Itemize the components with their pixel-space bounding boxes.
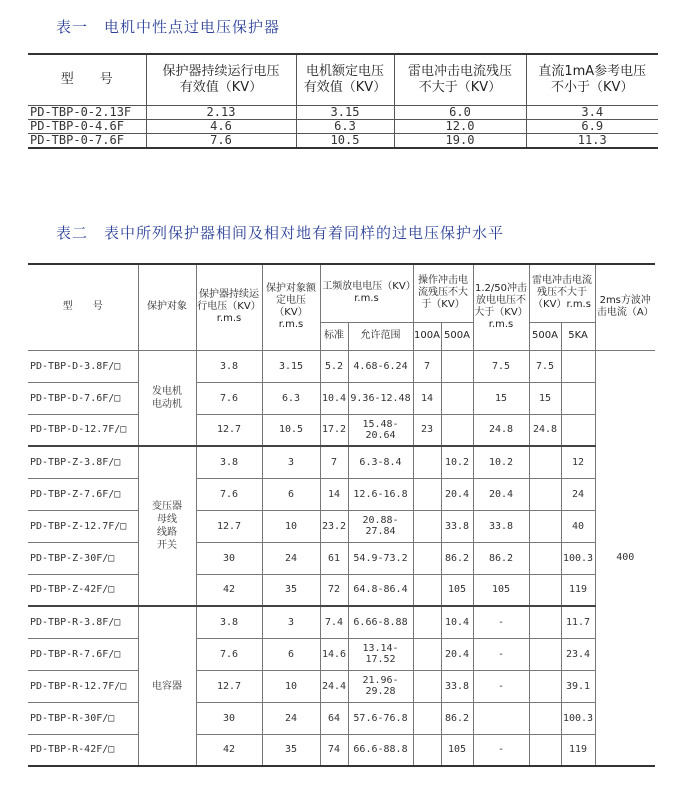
t2-cell-sw-500a: 20.4: [441, 638, 473, 670]
t2-cell-1250-impulse: 86.2: [473, 542, 529, 574]
t2-cell-rated-voltage: 10: [262, 670, 320, 702]
t2-cell-lt-5ka: 23.4: [561, 638, 595, 670]
t2-cell-lt-500a: [529, 606, 561, 638]
t2-cell-sw-500a: [441, 350, 473, 382]
t2-cell-model: PD-TBP-Z-42F/□: [28, 574, 138, 606]
t1-header-cont-voltage: 保护器持续运行电压 有效值（KV）: [146, 54, 296, 106]
t2-header-2ms: 2ms方波冲击电流（A）: [595, 264, 655, 350]
t1-cell-lightning-residual: 19.0: [394, 134, 526, 149]
t2-cell-sw-100a: [413, 670, 441, 702]
t2-cell-rated-voltage: 3.15: [262, 350, 320, 382]
table1: [28, 53, 658, 149]
t2-cell-sw-500a: [441, 382, 473, 414]
t2-cell-cont-voltage: 30: [196, 542, 262, 574]
t2-cell-pf-standard: 72: [320, 574, 348, 606]
t2-cell-pf-range: 13.14- 17.52: [348, 638, 413, 670]
t2-cell-pf-range: 54.9-73.2: [348, 542, 413, 574]
table2: [28, 263, 655, 767]
t2-cell-lt-5ka: 119: [561, 734, 595, 766]
t2-cell-rated-voltage: 35: [262, 734, 320, 766]
t2-cell-sw-100a: 23: [413, 414, 441, 446]
t2-cell-cont-voltage: 12.7: [196, 414, 262, 446]
t2-cell-1250-impulse: [473, 702, 529, 734]
t2-header-lt-500a: 500A: [529, 322, 561, 350]
t2-cell-pf-standard: 7.4: [320, 606, 348, 638]
t2-cell-rated-voltage: 10: [262, 510, 320, 542]
table-row: [28, 638, 655, 670]
t2-cell-1250-impulse: 20.4: [473, 478, 529, 510]
t2-cell-pf-range: 9.36-12.48: [348, 382, 413, 414]
t2-cell-sw-100a: [413, 606, 441, 638]
t2-cell-lt-500a: [529, 670, 561, 702]
t2-cell-pf-range: 64.8-86.4: [348, 574, 413, 606]
t2-cell-model: PD-TBP-R-12.7F/□: [28, 670, 138, 702]
t2-header-lightning: 雷电冲击电流残压不大于（KV）r.m.s: [529, 264, 595, 322]
t2-cell-1250-impulse: 24.8: [473, 414, 529, 446]
t2-cell-1250-impulse: -: [473, 734, 529, 766]
t2-cell-pf-range: 4.68-6.24: [348, 350, 413, 382]
t2-cell-sw-500a: [441, 414, 473, 446]
t2-cell-sw-500a: 86.2: [441, 542, 473, 574]
t2-cell-1250-impulse: -: [473, 606, 529, 638]
t2-cell-model: PD-TBP-D-12.7F/□: [28, 414, 138, 446]
t2-cell-lt-5ka: 11.7: [561, 606, 595, 638]
table-row: [28, 382, 655, 414]
t2-cell-pf-standard: 10.4: [320, 382, 348, 414]
t2-cell-sw-100a: 7: [413, 350, 441, 382]
t2-cell-model: PD-TBP-Z-30F/□: [28, 542, 138, 574]
t2-cell-pf-range: 6.3-8.4: [348, 446, 413, 478]
t2-cell-model: PD-TBP-R-3.8F/□: [28, 606, 138, 638]
t2-cell-cont-voltage: 12.7: [196, 510, 262, 542]
t2-cell-rated-voltage: 3: [262, 606, 320, 638]
t2-cell-pf-standard: 5.2: [320, 350, 348, 382]
table-row: [28, 606, 655, 638]
t2-cell-pf-standard: 64: [320, 702, 348, 734]
t2-header-rated-voltage: 保护对象额定电压（KV）r.m.s: [262, 264, 320, 350]
t1-cell-cont-voltage: 7.6: [146, 134, 296, 149]
table-row: [28, 510, 655, 542]
t2-cell-1250-impulse: 7.5: [473, 350, 529, 382]
t1-header-dc-ref: 直流1mA参考电压 不小于（KV）: [526, 54, 658, 106]
t2-cell-pf-range: 12.6-16.8: [348, 478, 413, 510]
t2-cell-lt-5ka: [561, 382, 595, 414]
t2-cell-lt-5ka: [561, 414, 595, 446]
table-row: [28, 120, 658, 134]
table-row: [28, 670, 655, 702]
t2-cell-lt-5ka: 40: [561, 510, 595, 542]
t2-cell-pf-range: 20.88- 27.84: [348, 510, 413, 542]
t2-cell-sw-500a: 105: [441, 734, 473, 766]
t2-cell-model: PD-TBP-R-42F/□: [28, 734, 138, 766]
t2-cell-lt-5ka: 100.3: [561, 542, 595, 574]
t2-cell-cont-voltage: 7.6: [196, 478, 262, 510]
t2-cell-cont-voltage: 42: [196, 734, 262, 766]
t2-cell-lt-5ka: [561, 350, 595, 382]
t2-cell-rated-voltage: 24: [262, 542, 320, 574]
t2-cell-pf-standard: 14.6: [320, 638, 348, 670]
t2-cell-rated-voltage: 24: [262, 702, 320, 734]
t2-cell-lt-500a: [529, 734, 561, 766]
t2-header-1250-impulse: 1.2/50冲击放电电压不大于（KV）r.m.s: [473, 264, 529, 350]
t2-cell-pf-standard: 74: [320, 734, 348, 766]
t2-header-pf-discharge: 工频放电电压（KV）r.m.s: [320, 264, 413, 322]
t1-cell-cont-voltage: 2.13: [146, 106, 296, 120]
t2-cell-cont-voltage: 42: [196, 574, 262, 606]
t2-cell-pf-range: 6.66-8.88: [348, 606, 413, 638]
t2-cell-sw-100a: 14: [413, 382, 441, 414]
t2-cell-rated-voltage: 3: [262, 446, 320, 478]
t2-cell-cont-voltage: 7.6: [196, 638, 262, 670]
t2-cell-pf-standard: 17.2: [320, 414, 348, 446]
t2-cell-sw-500a: 10.2: [441, 446, 473, 478]
t2-header-pf-standard: 标准: [320, 322, 348, 350]
t2-cell-lt-5ka: 39.1: [561, 670, 595, 702]
t1-cell-lightning-residual: 12.0: [394, 120, 526, 134]
t2-cell-pf-standard: 24.4: [320, 670, 348, 702]
t1-cell-dc-ref: 3.4: [526, 106, 658, 120]
t1-cell-model: PD-TBP-0-4.6F: [28, 120, 146, 134]
table1-caption: 表一 电机中性点过电压保护器: [56, 18, 281, 36]
t2-cell-lt-500a: 15: [529, 382, 561, 414]
t2-cell-pf-range: 21.96- 29.28: [348, 670, 413, 702]
t2-cell-sw-500a: 20.4: [441, 478, 473, 510]
t2-cell-1250-impulse: -: [473, 638, 529, 670]
t2-cell-lt-500a: [529, 574, 561, 606]
table-row: [28, 542, 655, 574]
t2-cell-model: PD-TBP-Z-7.6F/□: [28, 478, 138, 510]
table-row: [28, 350, 655, 382]
table1-header-row: [28, 54, 658, 106]
t2-cell-pf-standard: 23.2: [320, 510, 348, 542]
table-row: [28, 734, 655, 766]
t2-cell-model: PD-TBP-Z-3.8F/□: [28, 446, 138, 478]
t1-cell-rated-voltage: 3.15: [296, 106, 394, 120]
table2-header-row-1: [28, 264, 655, 322]
t2-cell-model: PD-TBP-Z-12.7F/□: [28, 510, 138, 542]
t2-cell-lt-500a: [529, 702, 561, 734]
t2-header-object: 保护对象: [138, 264, 196, 350]
t2-header-pf-range: 允许范围: [348, 322, 413, 350]
t2-cell-model: PD-TBP-R-30F/□: [28, 702, 138, 734]
t1-cell-rated-voltage: 6.3: [296, 120, 394, 134]
table-row: [28, 106, 658, 120]
t2-cell-cont-voltage: 30: [196, 702, 262, 734]
t1-cell-cont-voltage: 4.6: [146, 120, 296, 134]
t2-cell-sw-100a: [413, 574, 441, 606]
t2-cell-1250-impulse: -: [473, 670, 529, 702]
t2-cell-rated-voltage: 6: [262, 478, 320, 510]
t2-cell-cont-voltage: 7.6: [196, 382, 262, 414]
table-row: [28, 446, 655, 478]
t2-cell-sw-100a: [413, 510, 441, 542]
t2-cell-sw-100a: [413, 638, 441, 670]
t1-header-rated-voltage: 电机额定电压 有效值（KV）: [296, 54, 394, 106]
t2-cell-lt-5ka: 100.3: [561, 702, 595, 734]
t2-cell-lt-500a: [529, 638, 561, 670]
t2-cell-lt-500a: [529, 478, 561, 510]
t2-header-model: 型 号: [28, 264, 138, 350]
t2-cell-sw-500a: 33.8: [441, 510, 473, 542]
t2-cell-cont-voltage: 12.7: [196, 670, 262, 702]
t2-cell-lt-5ka: 24: [561, 478, 595, 510]
t1-cell-dc-ref: 6.9: [526, 120, 658, 134]
t2-cell-pf-range: 66.6-88.8: [348, 734, 413, 766]
table-row: [28, 702, 655, 734]
t2-cell-object: 发电机 电动机: [138, 350, 196, 446]
t1-cell-rated-voltage: 10.5: [296, 134, 394, 149]
table-row: [28, 574, 655, 606]
t2-cell-model: PD-TBP-D-7.6F/□: [28, 382, 138, 414]
t2-cell-sw-100a: [413, 478, 441, 510]
t2-cell-cont-voltage: 3.8: [196, 606, 262, 638]
t2-cell-sw-500a: 105: [441, 574, 473, 606]
t2-cell-1250-impulse: 105: [473, 574, 529, 606]
t1-header-model: 型 号: [28, 54, 146, 106]
table2-caption: 表二 表中所列保护器相间及相对地有着同样的过电压保护水平: [56, 224, 505, 242]
table-row: [28, 134, 658, 149]
t1-cell-model: PD-TBP-0-2.13F: [28, 106, 146, 120]
t2-cell-sw-500a: 10.4: [441, 606, 473, 638]
t2-cell-pf-standard: 61: [320, 542, 348, 574]
t2-cell-1250-impulse: 33.8: [473, 510, 529, 542]
t2-cell-pf-standard: 14: [320, 478, 348, 510]
t2-cell-sw-100a: [413, 702, 441, 734]
t2-cell-1250-impulse: 10.2: [473, 446, 529, 478]
t2-cell-1250-impulse: 15: [473, 382, 529, 414]
t2-header-switching: 操作冲击电流残压不大于（KV）: [413, 264, 473, 322]
t2-cell-lt-5ka: 12: [561, 446, 595, 478]
t2-cell-rated-voltage: 35: [262, 574, 320, 606]
t2-cell-rated-voltage: 10.5: [262, 414, 320, 446]
t2-cell-model: PD-TBP-R-7.6F/□: [28, 638, 138, 670]
t2-cell-object: 变压器 母线 线路 开关: [138, 446, 196, 606]
t2-cell-pf-range: 57.6-76.8: [348, 702, 413, 734]
t2-cell-sw-500a: 33.8: [441, 670, 473, 702]
t2-cell-cont-voltage: 3.8: [196, 350, 262, 382]
t1-cell-model: PD-TBP-0-7.6F: [28, 134, 146, 149]
t2-cell-sw-100a: [413, 542, 441, 574]
t1-cell-lightning-residual: 6.0: [394, 106, 526, 120]
t2-cell-cont-voltage: 3.8: [196, 446, 262, 478]
t2-cell-lt-500a: [529, 446, 561, 478]
t2-cell-lt-500a: [529, 542, 561, 574]
t2-header-sw-100a: 100A: [413, 322, 441, 350]
t1-header-lightning-residual: 雷电冲击电流残压 不大于（KV）: [394, 54, 526, 106]
t1-cell-dc-ref: 11.3: [526, 134, 658, 149]
t2-cell-2ms-value: 400: [595, 350, 655, 766]
t2-cell-pf-range: 15.48- 20.64: [348, 414, 413, 446]
t2-cell-sw-100a: [413, 734, 441, 766]
t2-cell-sw-100a: [413, 446, 441, 478]
t2-cell-lt-500a: 24.8: [529, 414, 561, 446]
table-row: [28, 478, 655, 510]
t2-cell-object: 电容器: [138, 606, 196, 766]
t2-header-lt-5ka: 5KA: [561, 322, 595, 350]
t2-cell-rated-voltage: 6: [262, 638, 320, 670]
t2-cell-pf-standard: 7: [320, 446, 348, 478]
t2-cell-lt-500a: [529, 510, 561, 542]
t2-cell-lt-5ka: 119: [561, 574, 595, 606]
t2-cell-rated-voltage: 6.3: [262, 382, 320, 414]
t2-cell-lt-500a: 7.5: [529, 350, 561, 382]
table-row: [28, 414, 655, 446]
t2-header-sw-500a: 500A: [441, 322, 473, 350]
t2-cell-sw-500a: 86.2: [441, 702, 473, 734]
t2-cell-model: PD-TBP-D-3.8F/□: [28, 350, 138, 382]
t2-header-cont-voltage: 保护器持续运行电压（KV）r.m.s: [196, 264, 262, 350]
